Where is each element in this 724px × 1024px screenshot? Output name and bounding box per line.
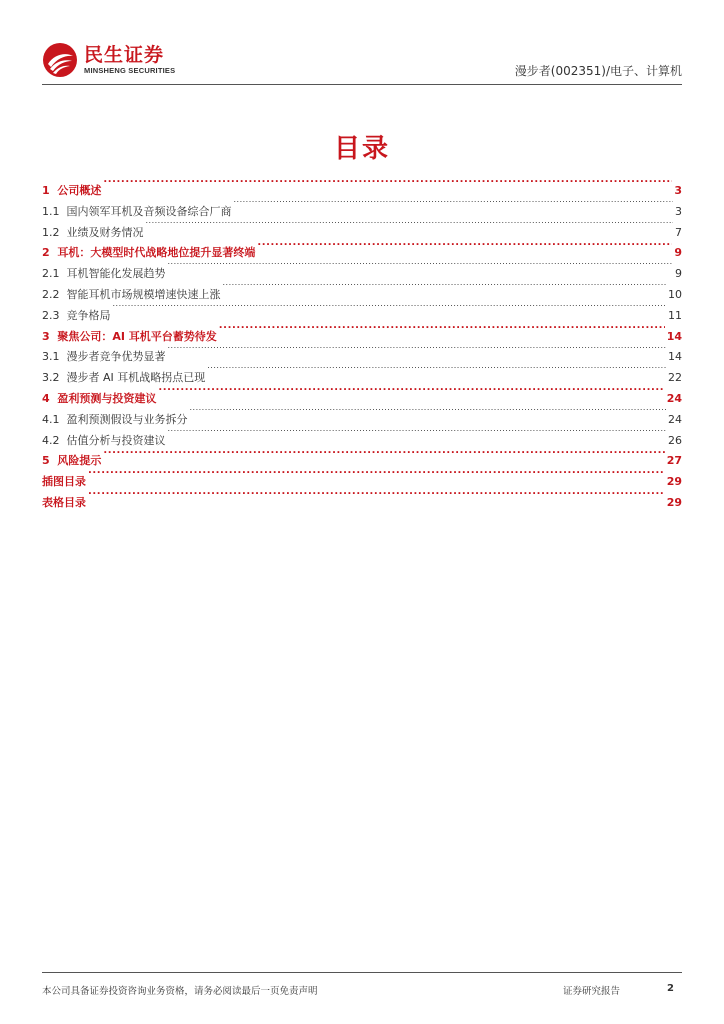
toc-entry-number: 4.2 [42,433,67,447]
toc-entry[interactable] [42,320,682,341]
toc-entry-page: 11 [668,308,682,322]
toc-entry-number: 3.1 [42,350,67,364]
footer-report-type: 证券研究报告 [563,986,621,997]
company-logo [42,42,175,78]
toc-dot-leader [88,465,665,485]
toc-entry-title: 表格目录 [42,495,86,509]
toc-dot-leader [190,403,667,423]
toc-entry-page: 3 [674,184,682,197]
toc-entry-number: 2.2 [42,287,67,301]
toc-entry-number: 2.3 [42,308,67,322]
logo-english-name: MINSHENG SECURITIES [84,66,176,75]
toc-entry-page: 14 [668,350,682,364]
toc-entry-title: 国内领军耳机及音频设备综合厂商 [66,204,232,218]
toc-entry-page: 22 [668,371,682,385]
toc-entry-number: 1.1 [42,204,67,218]
toc-entry-title: 耳机智能化发展趋势 [66,267,166,281]
toc-dot-leader [103,174,672,194]
toc-entry[interactable] [42,465,682,489]
toc-title: 目录 [333,134,390,164]
toc-entry-page: 29 [666,475,682,489]
table-of-contents [42,174,682,507]
page-number: 2 [667,983,674,994]
toc-dot-leader [168,424,667,444]
toc-entry-number: 3.2 [42,371,67,385]
toc-entry-title: 业绩及财务情况 [66,225,144,239]
toc-entry-page: 26 [668,433,682,447]
toc-entry-title: 盈利预测假设与业务拆分 [66,412,188,426]
toc-dot-leader [219,320,665,340]
header-divider [42,84,682,85]
toc-entry-title: 估值分析与投资建议 [66,433,166,447]
toc-dot-leader [88,486,665,506]
toc-entry-page: 24 [668,412,682,426]
toc-entry[interactable] [42,299,682,320]
toc-entry-title: 智能耳机市场规模增速快速上涨 [66,287,221,301]
footer-disclaimer: 本公司具备证券投资咨询业务资格，请务必阅读最后一页免责声明 [42,986,318,997]
toc-dot-leader [223,278,667,298]
toc-entry-page: 7 [675,225,682,239]
toc-entry[interactable] [42,195,682,216]
toc-entry-page: 29 [666,495,682,509]
toc-entry-number: 1.2 [42,225,67,239]
toc-entry-title: 公司概述 [57,184,102,197]
toc-entry-title: 漫步者竞争优势显著 [66,350,166,364]
minsheng-logo-icon [42,42,78,78]
logo-chinese-name: 民生证券 [84,44,165,66]
toc-dot-leader [257,236,672,256]
toc-dot-leader [113,299,667,319]
toc-entry-title: 插图目录 [42,475,86,489]
toc-entry[interactable] [42,486,682,507]
toc-entry-page: 9 [674,246,682,260]
toc-entry-title: 漫步者 AI 耳机战略拐点已现 [66,371,206,385]
toc-entry-number: 2 [42,246,58,260]
toc-entry-title: 耳机：大模型时代战略地位提升显著终端 [57,246,256,260]
toc-entry-title: 聚焦公司：AI 耳机平台蓄势待发 [57,329,217,343]
toc-entry-number: 4 [42,391,58,405]
toc-dot-leader [234,195,674,215]
toc-dot-leader [103,444,664,464]
toc-entry[interactable] [42,444,682,468]
toc-entry-page: 9 [675,267,682,281]
toc-entry[interactable] [42,174,682,195]
toc-entry-page: 3 [675,204,682,218]
toc-entry-number: 4.1 [42,412,67,426]
toc-dot-leader [207,361,666,381]
toc-entry-number: 1 [42,184,58,197]
toc-entry-page: 27 [666,454,682,468]
toc-entry-number: 2.1 [42,267,67,281]
toc-dot-leader [168,257,674,277]
page-header [42,40,682,84]
toc-dot-leader [158,382,664,402]
toc-entry-page: 14 [666,329,682,343]
toc-entry-title: 盈利预测与投资建议 [57,391,157,405]
toc-entry-title: 风险提示 [57,454,102,468]
toc-entry-number: 5 [42,454,58,468]
toc-dot-leader [146,216,674,236]
toc-entry-title: 竞争格局 [66,308,111,322]
report-tag: 漫步者(002351)/电子、计算机 [514,64,682,78]
toc-entry-number: 3 [42,329,58,343]
footer-divider [42,972,682,973]
toc-dot-leader [168,340,667,360]
toc-entry-page: 24 [666,391,682,405]
toc-entry-page: 10 [668,287,682,301]
